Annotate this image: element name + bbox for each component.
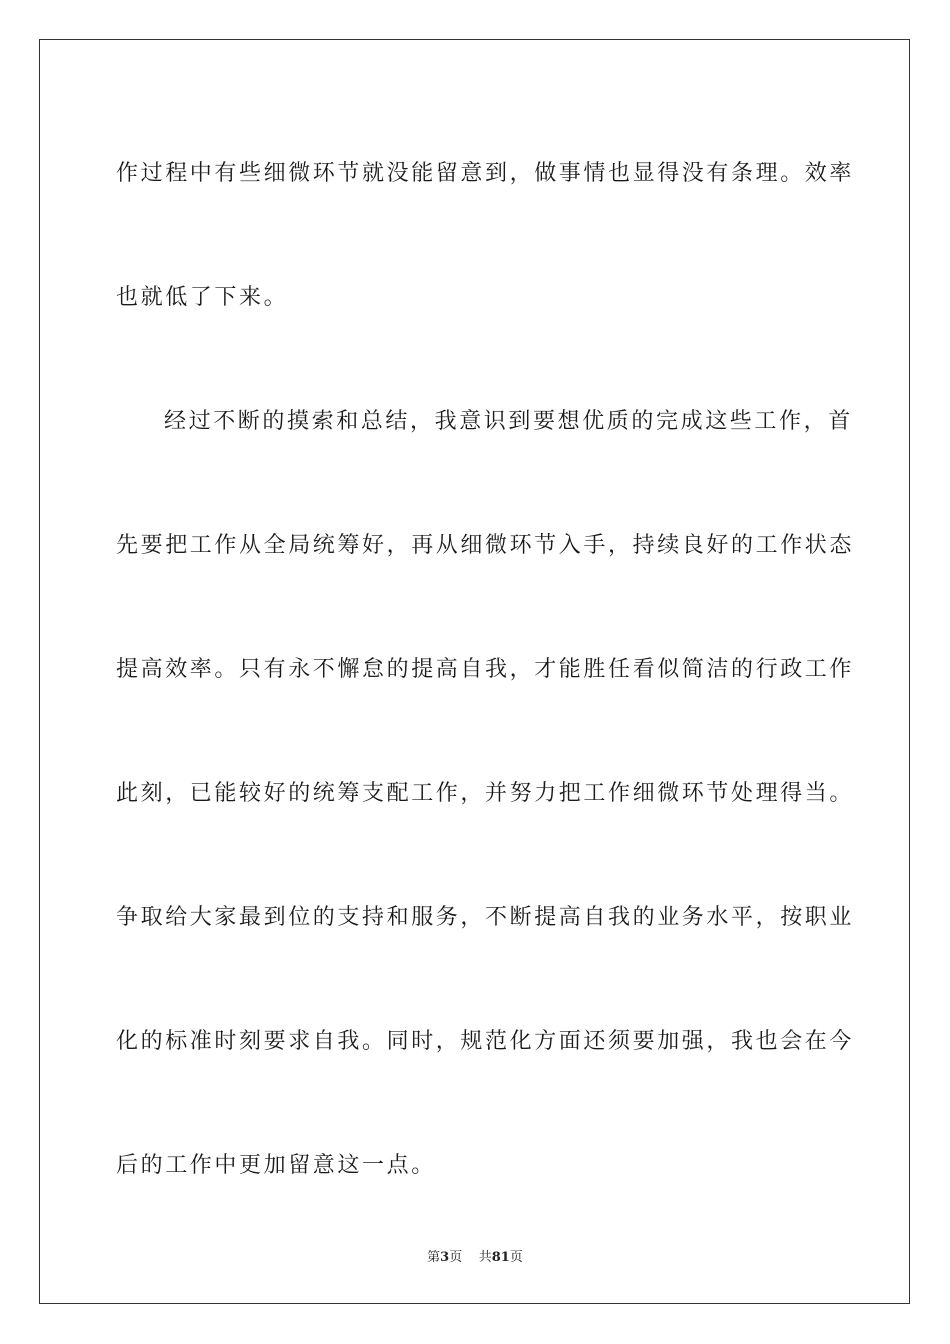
- page-prefix: 第: [427, 1250, 441, 1265]
- text-line: 提高效率。只有永不懈怠的提高自我，才能胜任看似简洁的行政工作: [116, 657, 855, 682]
- page-footer: [0, 1246, 950, 1265]
- page-number: 3: [440, 1250, 450, 1265]
- text-line: 化的标准时刻要求自我。同时，规范化方面还须要加强，我也会在今: [116, 1029, 855, 1054]
- total-prefix: 共: [478, 1250, 492, 1265]
- text-line: 争取给大家最到位的支持和服务，不断提高自我的业务水平，按职业: [116, 905, 855, 930]
- total-pages: 81: [491, 1250, 510, 1265]
- page-suffix: 页: [449, 1250, 463, 1265]
- paragraph-start-line: 经过不断的摸索和总结，我意识到要想优质的完成这些工作，首: [164, 409, 853, 434]
- text-line: 后的工作中更加留意这一点。: [116, 1153, 436, 1178]
- text-line: 也就低了下来。: [116, 285, 289, 310]
- total-suffix: 页: [509, 1250, 523, 1265]
- text-line: 此刻，已能较好的统筹支配工作，并努力把工作细微环节处理得当。: [116, 781, 855, 806]
- text-line: 作过程中有些细微环节就没能留意到，做事情也显得没有条理。效率: [116, 161, 855, 186]
- text-line: 先要把工作从全局统筹好，再从细微环节入手，持续良好的工作状态: [116, 533, 855, 558]
